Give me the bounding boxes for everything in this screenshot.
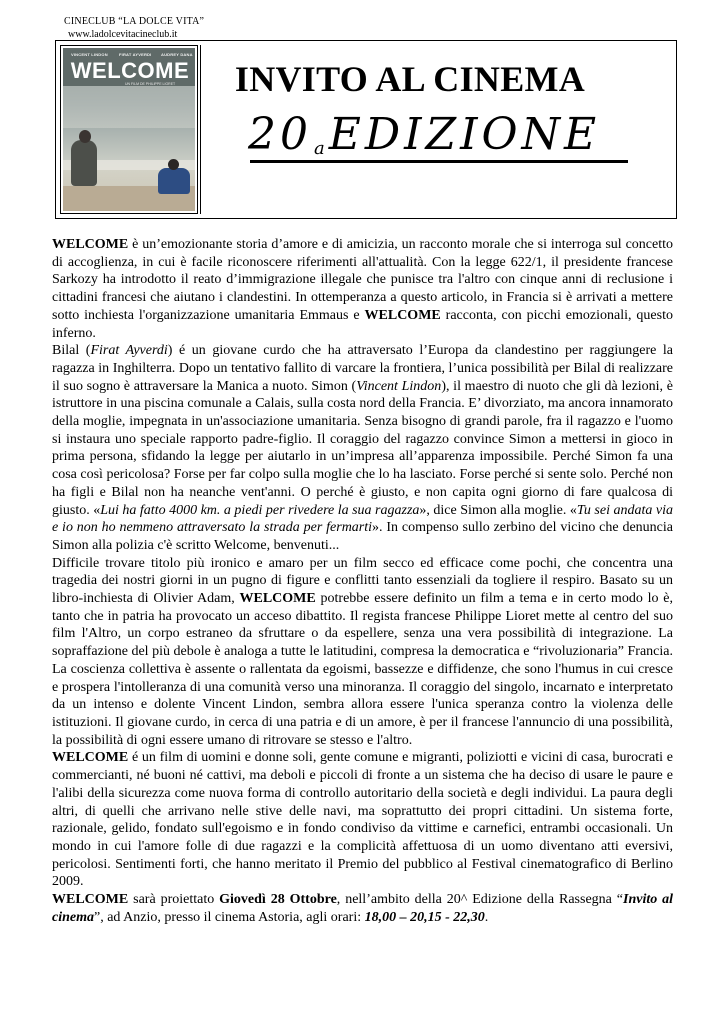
text-run: Invito al cinema bbox=[52, 892, 674, 925]
club-name: CINECLUB “LA DOLCE VITA” bbox=[64, 16, 205, 27]
poster-frame-divider bbox=[200, 45, 201, 214]
text-run: Firat Ayverdi bbox=[90, 343, 168, 359]
text-run: Difficile trovare titolo più ironico e amaro per un film secco ed efficace come pochi, che concentra una tragedia dei nostri giorni in un pugno di figure e conflitti tanto essenziali da togliere il respiro. Basato su un libro-inchiesta di Olivier Adam, bbox=[52, 555, 673, 607]
text-run: ) é un giovane curdo che ha attraversato l’Europa da clandestino per raggiungere la ragazza in Inghilterra. Dopo un tentativo fallito di varcare la frontiera, l’unica possibilità per Bilal di realizzare il suo sogno è attraversare la Manica a nuoto. Simon ( bbox=[52, 343, 673, 394]
article-paragraph-3 bbox=[52, 555, 673, 750]
text-run: Bilal ( bbox=[52, 343, 91, 359]
poster-figure-boy bbox=[158, 168, 190, 194]
poster-director-credit: UN FILM DE PHILIPPE LIORET bbox=[125, 82, 176, 86]
edition-underline bbox=[250, 160, 628, 163]
edition-number: 20 bbox=[248, 109, 312, 160]
text-run: ), il maestro di nuoto che gli dà lezioni, è istruttore in una piscina comunale a Calais, sulla costa nord della Francia. E’ divorziato, ma ancora innamorato della moglie, impegnata in un'associazione umanitaria. Senza bisogno di grandi parole, fra il ragazzo e l'uomo si instaura uno speciale rapporto padre-figlio. Il coraggio del ragazzo convince Simon a mettersi in gioco in prima persona, sfidando la legge per aiutarlo in un’impresa all’apparenza impossibile. Perché Simon fa una cosa così pericolosa? Forse per far colpo sulla moglie che lo ha lasciato. Forse perché si sente solo. Perché non ha figli e Bilal non ha neanche vent'anni. O perché è giusto, e non capita ogni giorno di fare qualcosa di giusto. « bbox=[52, 378, 673, 518]
poster-figure-boy-head bbox=[168, 159, 179, 170]
text-run: WELCOME bbox=[239, 591, 316, 607]
article-paragraph-2 bbox=[52, 342, 673, 554]
poster-actor-3: AUDREY DANA bbox=[161, 52, 193, 57]
text-run: potrebbe essere definito un film a tema e in certo modo lo è, tanto che in patria ha provocato un acceso dibattito. Il regista francese Philippe Lioret mette al centro del suo film l'Altro, un corpo estraneo da sfruttare o da espellere, senza una vera possibilità di integrazione. La sopraffazione del più debole è analoga a tutte le latitudini, compresa la democratica e “rivoluzionaria” Francia. La coscienza collettiva è assente o rallentata da egoismi, bassezze e diffidenze, che sono l'humus in cui cresce e prospera l'intolleranza di una comunità verso una minoranza. Il coraggio del singolo, incarnato e interpretato da un intenso e dolente Vincent Lindon, sembra allora essere l'unica speranza contro la violenza delle istituzioni. Il giovane curdo, in cerca di una patria e di un amore, è per il francese l'annuncio di una possibilità, la possibilità di ogni essere umano di ritrovare se stesso e l'altro. bbox=[52, 591, 673, 748]
text-run: WELCOME bbox=[52, 237, 129, 252]
text-run: racconta, con picchi emozionali, questo inferno. bbox=[52, 307, 673, 341]
text-run: Lui ha fatto 4000 km. a piedi per rivedere la sua ragazza bbox=[100, 502, 420, 518]
text-run: », dice Simon alla moglie. « bbox=[419, 502, 577, 518]
page-title: INVITO AL CINEMA bbox=[234, 59, 586, 99]
text-run: WELCOME bbox=[364, 307, 441, 323]
poster-figure-man-head bbox=[79, 130, 91, 143]
text-run: Vincent Lindon bbox=[356, 378, 442, 394]
text-run: Giovedì 28 Ottobre bbox=[219, 892, 337, 908]
text-run: WELCOME bbox=[52, 892, 129, 908]
text-run: , nell’ambito della 20^ Edizione della Rassegna “ bbox=[336, 892, 623, 908]
text-run: ”, ad Anzio, presso il cinema Astoria, agli orari: bbox=[94, 909, 365, 925]
poster-figure-man bbox=[71, 140, 97, 186]
poster-frame bbox=[60, 45, 198, 214]
club-url[interactable]: www.ladolcevitacineclub.it bbox=[68, 29, 178, 40]
article-paragraph-1 bbox=[52, 236, 673, 342]
edition-word: EDIZIONE bbox=[328, 109, 601, 160]
text-run: sarà proiettato bbox=[128, 892, 220, 908]
edition-suffix: a bbox=[314, 138, 325, 159]
article-paragraph-5 bbox=[52, 891, 673, 926]
edition-heading bbox=[248, 110, 600, 160]
text-run: 18,00 – 20,15 - 22,30 bbox=[364, 909, 485, 925]
text-run: Tu sei andata via e io non ho nemmeno attraversato la strada per fermarti bbox=[52, 502, 673, 536]
poster-actor-1: VINCENT LINDON bbox=[71, 52, 108, 57]
article-paragraph-4 bbox=[52, 749, 673, 891]
poster-film-title: WELCOME bbox=[70, 58, 190, 83]
text-run: è un’emozionante storia d’amore e di amicizia, un racconto morale che si interroga sul concetto di accoglienza, in cui è facile riconoscere riferimenti all'attualità. Con la legge 622/1, il presidente francese Sarkozy ha introdotto il reato d’immigrazione illegale che punisce tra l'altro con cinque anni di reclusione i cittadini francesi che aiutano i clandestini. In ottemperanza a questo articolo, in Francia si è arrivati a mettere sotto inchiesta l'organizzazione umanitaria Emmaus e bbox=[52, 237, 673, 323]
text-run: ». In compenso sullo zerbino del vicino che denuncia Simon alla polizia c'è scritto Welcome, benvenuti... bbox=[52, 520, 673, 553]
text-run: é un film di uomini e donne soli, gente comune e migranti, poliziotti e vicini di casa, burocrati e commercianti, né buoni né cattivi, ma deboli e piccoli di fronte a un sistema che ha deciso di usare le paure e l'alibi della sicurezza come nuova forma di controllo autoritario della società e degli individui. La paura degli altri, di quelli che arrivano nelle stive delle navi, ma soprattutto dei propri cittadini. Un sistema forte, razionale, gelido, fondato sull'egoismo e in fondo condiviso da vittime e carnefici, entrambi occasionali. Un mondo in cui l'amore folle di due ragazzi e la complicità affettuosa di un uomo diventano atti eversivi, pericolosi. Sentimenti forti, che hanno meritato il Premio del pubblico al Festival cinematografico di Berlino 2009. bbox=[52, 750, 673, 890]
movie-poster bbox=[63, 48, 195, 211]
poster-actor-2: FIRAT AYVERDI bbox=[119, 52, 152, 57]
article-body bbox=[52, 236, 673, 926]
text-run: WELCOME bbox=[52, 750, 129, 766]
text-run: . bbox=[484, 909, 489, 925]
